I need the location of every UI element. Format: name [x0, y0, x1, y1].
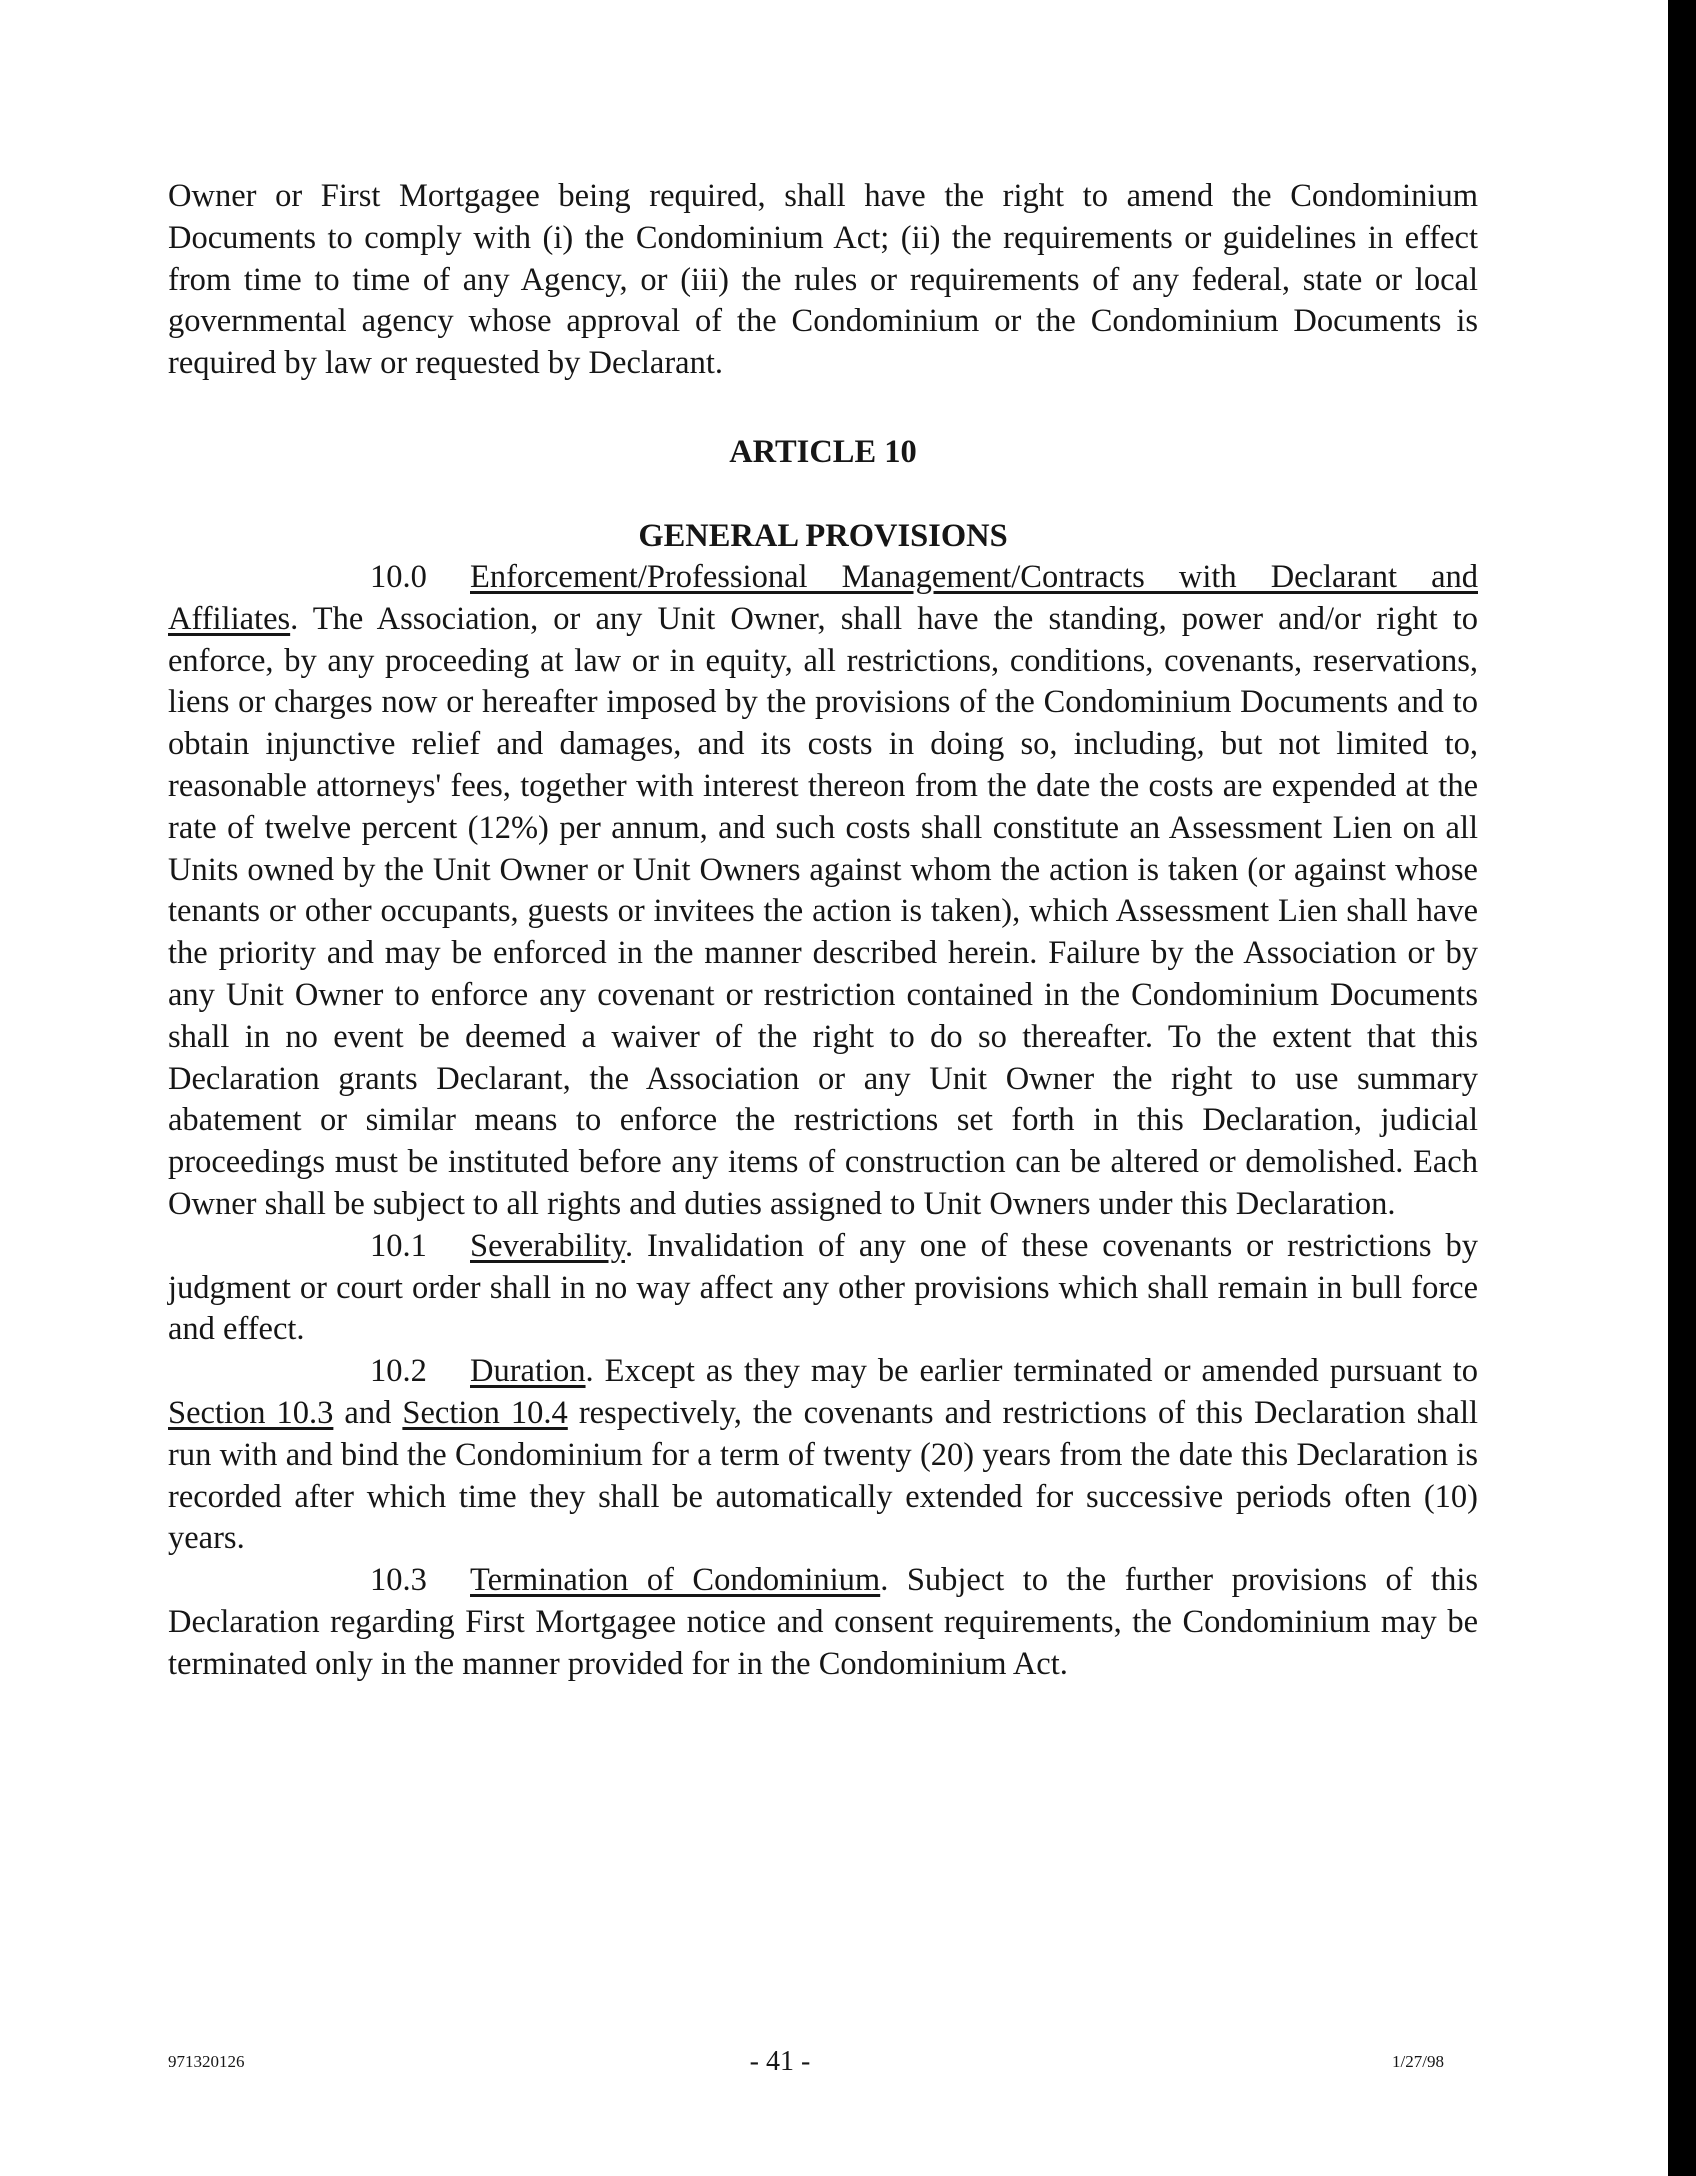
section-reference-link: Section 10.4 — [402, 1394, 568, 1431]
scan-edge-border — [1668, 0, 1696, 2176]
section-title: Termination of Condominium — [470, 1562, 881, 1599]
section-10-0: 10.0 Enforcement/Professional Management/Contracts with Declarant and Affiliates. The Association, or any Unit Owner, shall have the standing, power and/or right to enforce, by any proceeding at law or in equity, all restrictions, conditions, covenants, reservations, liens or charges now or hereafter imposed by the provisions of the Condominium Documents and to obtain injunctive relief and damages, and its costs in doing so, including, but not limited to, reasonable attorneys' fees, together with interest thereon from the date the costs are expended at the rate of twelve percent (12%) per annum, and such costs shall constitute an Assessment Lien on all Units owned by the Unit Owner or Unit Owners against whom the action is taken (or against whose tenants or other occupants, guests or invitees the action is taken), which Assessment Lien shall have the priority and may be enforced in the manner described herein. Failure by the Association or by any Unit Owner to enforce any covenant or restriction contained in the Condominium Documents shall in no event be deemed a waiver of the right to do so thereafter. To the extent that this Declaration grants Declarant, the Association or any Unit Owner the right to use summary abatement or similar means to enforce the restrictions set forth in this Declaration, judicial proceedings must be instituted before any items of construction can be altered or demolished. Each Owner shall be subject to all rights and duties assigned to Unit Owners under this Declaration. — [168, 558, 1478, 1222]
section-10-2: 10.2 Duration. Except as they may be earlier terminated or amended pursuant to Section 10.3 and Section 10.4 respectively, the covenants and restrictions of this Declaration shall run with and bind the Condominium for a term of twenty (20) years from the date this Declaration is recorded after which time they shall be automatically extended for successive periods often (10) years. — [168, 1353, 1479, 1557]
section-number: 10.0 — [370, 558, 427, 595]
section-number: 10.3 — [370, 1562, 427, 1599]
section-body-part: Except as they may be earlier terminated or amended pursuant to — [604, 1353, 1479, 1390]
footer-page-number: - 41 - — [749, 2046, 811, 2077]
section-title: Severability — [470, 1227, 625, 1264]
section-body: Invalidation of any one of these covenants or restrictions by judgment or court order shall in no way affect any other provisions which shall remain in bull force and effect. — [168, 1227, 1479, 1348]
section-body: Subject to the further provisions of this Declaration regarding First Mortgagee notice and consent requirements, the Condominium may be terminated only in the manner provided for in the Condominium Act. — [168, 1562, 1479, 1682]
document-body — [168, 176, 1478, 1686]
article-title: GENERAL PROVISIONS — [638, 517, 1008, 554]
footer-date: 1/27/98 — [1392, 2052, 1444, 2071]
section-body: The Association, or any Unit Owner, shall have the standing, power and/or right to enforce, by any proceeding at law or in equity, all restrictions, conditions, covenants, reservations, liens or charges now or hereafter imposed by the provisions of the Condominium Documents and to obtain injunctive relief and damages, and its costs in doing so, including, but not limited to, reasonable attorneys' fees, together with interest thereon from the date the costs are expended at the rate of twelve percent (12%) per annum, and such costs shall constitute an Assessment Lien on all Units owned by the Unit Owner or Unit Owners against whom the action is taken (or against whose tenants or other occupants, guests or invitees the action is taken), which Assessment Lien shall have the priority and may be enforced in the manner described herein. Failure by the Association or by any Unit Owner to enforce any covenant or restriction contained in the Condominium Documents shall in no event be deemed a waiver of the right to do so thereafter. To the extent that this Declaration grants Declarant, the Association or any Unit Owner the right to use summary abatement or similar means to enforce the restrictions set forth in this Declaration, judicial proceedings must be instituted before any items of construction can be altered or demolished. Each Owner shall be subject to all rights and duties assigned to Unit Owners under this Declaration. — [168, 600, 1478, 1222]
section-body-part: and — [344, 1394, 392, 1431]
section-number: 10.2 — [370, 1353, 427, 1390]
section-10-3: 10.3 Termination of Condominium. Subject to the further provisions of this Declaration regarding First Mortgagee notice and consent requirements, the Condominium may be terminated only in the manner provided for in the Condominium Act. — [168, 1562, 1479, 1682]
section-number: 10.1 — [370, 1227, 427, 1264]
section-title: Duration — [470, 1353, 586, 1390]
section-title: Enforcement/Professional Management/Contracts with Declarant and Affiliates — [168, 558, 1478, 637]
section-10-1: 10.1 Severability. Invalidation of any one of these covenants or restrictions by judgment or court order shall in no way affect any other provisions which shall remain in bull force and effect. — [168, 1227, 1479, 1348]
article-heading: ARTICLE 10 — [729, 433, 917, 470]
section-reference-link: Section 10.3 — [168, 1394, 334, 1431]
intro-paragraph: Owner or First Mortgagee being required, shall have the right to amend the Condominium Documents to comply with (i) the Condominium Act; (ii) the requirements or guidelines in effect from time to time of any Agency, or (iii) the rules or requirements of any federal, state or local governmental agency whose approval of the Condominium or the Condominium Documents is required by law or requested by Declarant. — [168, 178, 1478, 382]
footer-document-id: 971320126 — [168, 2052, 245, 2071]
section-body-part: respectively, the covenants and restrictions of this Declaration shall run with and bind the Condominium for a term of twenty (20) years from the date this Declaration is recorded after which time they shall be automatically extended for successive periods often (10) years. — [168, 1394, 1479, 1557]
